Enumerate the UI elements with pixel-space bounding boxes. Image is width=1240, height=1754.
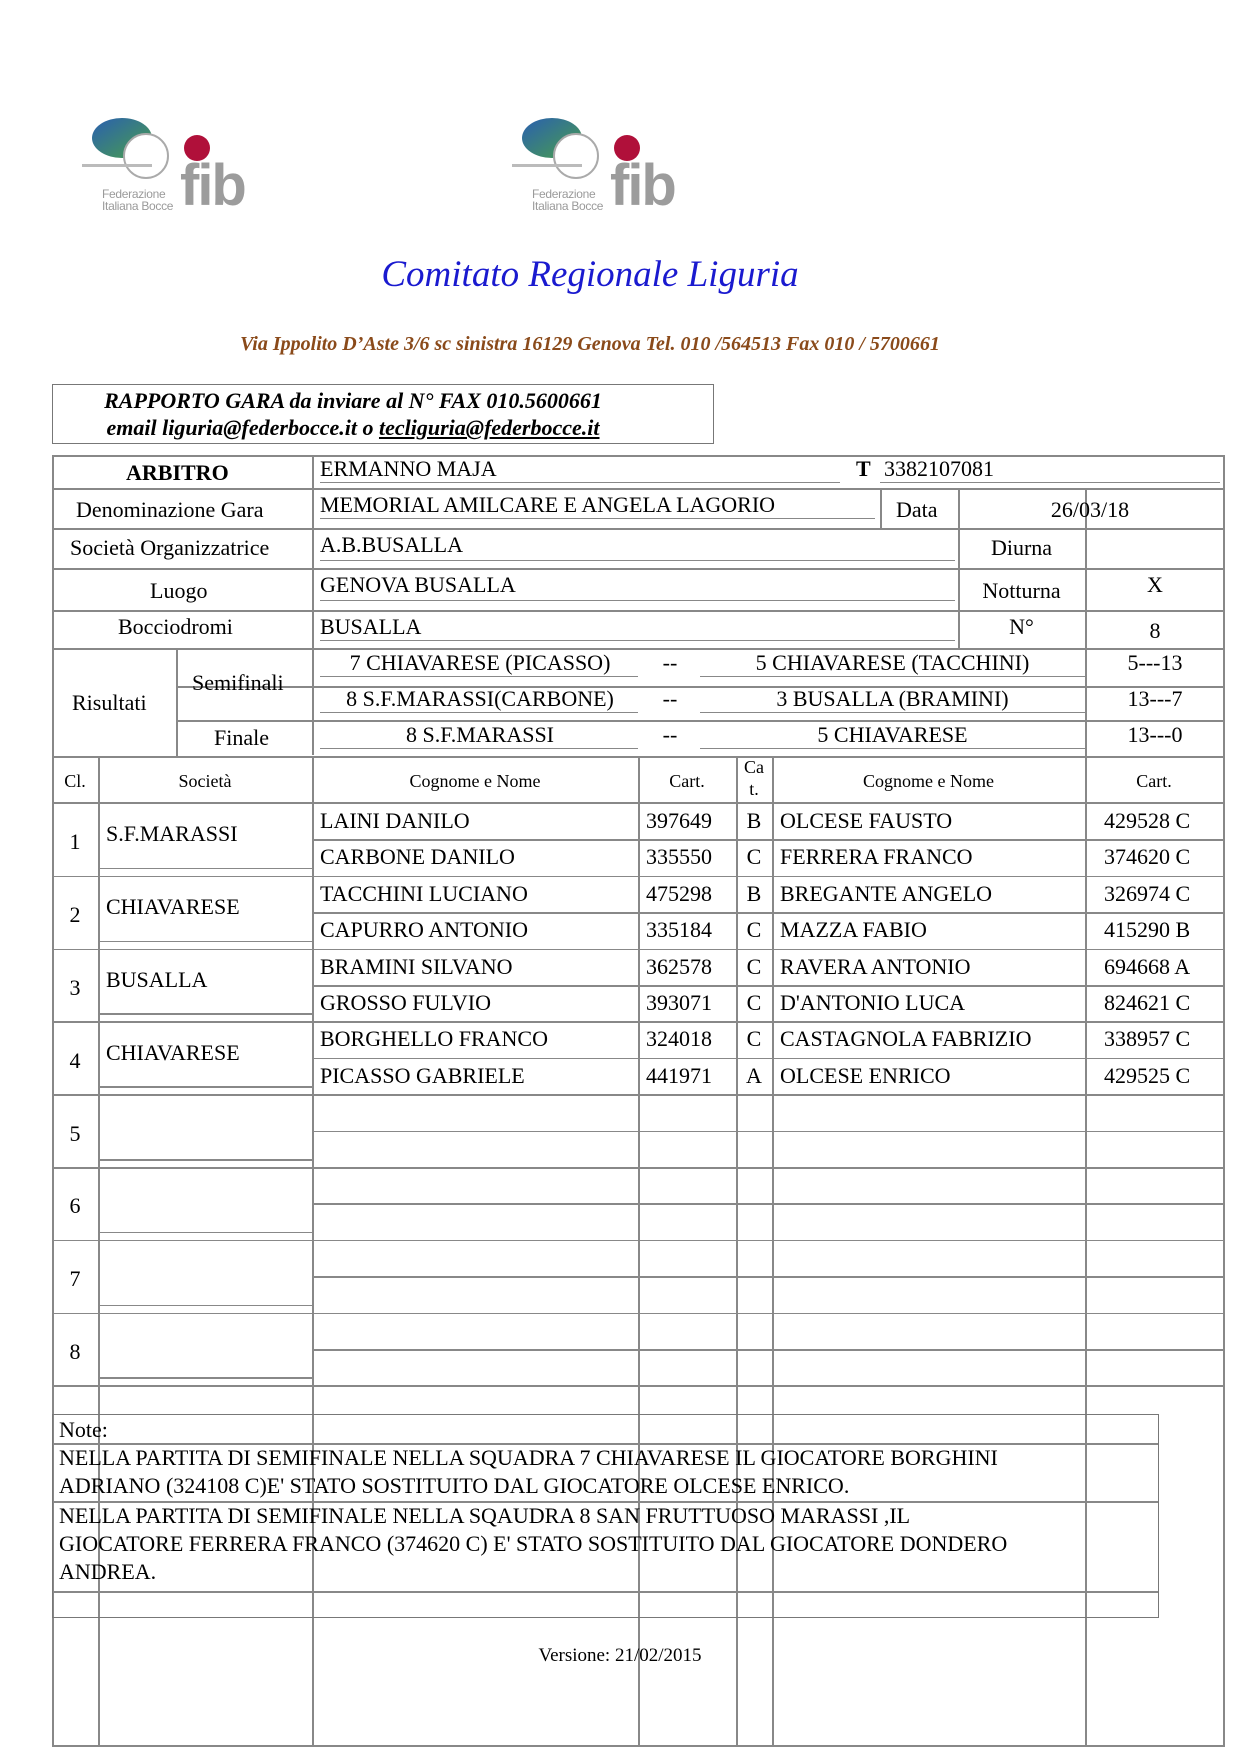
player-name-2[interactable]: BREGANTE ANGELO: [780, 880, 993, 906]
fib-logo-right: [512, 108, 702, 228]
row-mid-line: [312, 1349, 1225, 1351]
player-cart-2[interactable]: 415290 B: [1104, 917, 1191, 943]
finale-separator: --: [662, 722, 678, 747]
row-cl: 4: [69, 1047, 81, 1073]
logo-fib-text: fib: [180, 153, 245, 218]
row-mid-line: [312, 1203, 1225, 1205]
tel-label: T: [856, 456, 871, 481]
note-1-line-1[interactable]: NELLA PARTITA DI SEMIFINALE NELLA SQUADRA 7 CHIAVARESE IL GIOCATORE BORGHINI: [59, 1445, 998, 1470]
player-cart-1[interactable]: 362578: [646, 953, 712, 979]
row-societa[interactable]: S.F.MARASSI: [106, 821, 238, 847]
player-name-1[interactable]: LAINI DANILO: [320, 808, 470, 833]
n-value[interactable]: 8: [1149, 618, 1161, 643]
player-cat[interactable]: C: [746, 844, 762, 870]
player-name-1[interactable]: GROSSO FULVIO: [320, 990, 491, 1015]
row-cl: 7: [69, 1266, 81, 1292]
row-societa[interactable]: CHIAVARESE: [106, 1039, 240, 1065]
note-2-line-2[interactable]: GIOCATORE FERRERA FRANCO (374620 C) E' STATO SOSTITUITO DAL GIOCATORE DONDERO: [59, 1531, 1008, 1556]
version-footer: Versione: 21/02/2015: [538, 1645, 702, 1666]
header-nome1: Cognome e Nome: [409, 771, 541, 791]
email-link[interactable]: tecliguria@federbocce.it: [378, 415, 600, 440]
row-mid-line: [312, 839, 1225, 841]
player-cart-2[interactable]: 429525 C: [1104, 1062, 1191, 1088]
player-cart-1[interactable]: 335184: [646, 917, 712, 943]
player-cart-2[interactable]: 374620 C: [1104, 844, 1191, 870]
logo-caption: Federazione Italiana Bocce: [102, 187, 174, 213]
societa-underline: [98, 1377, 312, 1379]
societa-value[interactable]: A.B.BUSALLA: [320, 532, 464, 557]
finale-team-a[interactable]: 8 S.F.MARASSI: [405, 722, 555, 747]
risultati-label: Risultati: [72, 690, 147, 715]
header-cat: Ca t.: [744, 757, 764, 799]
player-cart-2[interactable]: 694668 A: [1104, 953, 1191, 979]
semi1-score[interactable]: 5---13: [1127, 650, 1183, 675]
arbitro-label: ARBITRO: [126, 460, 229, 485]
societa-underline: [98, 868, 312, 870]
data-label: Data: [896, 497, 938, 522]
note-1-line-2[interactable]: ADRIANO (324108 C)E' STATO SOSTITUITO DAL GIOCATORE OLCESE ENRICO.: [59, 1473, 850, 1498]
bocciodromi-value[interactable]: BUSALLA: [320, 614, 422, 639]
semi1-team-b[interactable]: 5 CHIAVARESE (TACCHINI): [755, 650, 1030, 675]
notturna-label: Notturna: [982, 578, 1061, 603]
row-cl: 8: [69, 1339, 81, 1364]
arbitro-value[interactable]: ERMANNO MAJA: [320, 456, 497, 481]
societa-underline: [98, 941, 312, 943]
fax-line: RAPPORTO GARA da inviare al N° FAX 010.5600661: [104, 388, 602, 413]
header-cart2: Cart.: [1136, 771, 1172, 791]
player-name-2[interactable]: OLCESE FAUSTO: [780, 808, 953, 833]
row-cl: 2: [69, 902, 81, 928]
header-societa: Società: [178, 771, 232, 791]
row-cl: 3: [69, 975, 81, 1000]
finale-score[interactable]: 13---0: [1127, 722, 1183, 747]
row-mid-line: [312, 985, 1225, 987]
row-separator: [52, 1167, 1225, 1169]
semi1-separator: --: [662, 650, 678, 675]
row-mid-line: [312, 912, 1225, 914]
row-mid-line: [312, 1276, 1225, 1278]
societa-underline: [98, 1232, 312, 1234]
societa-underline: [98, 1013, 312, 1015]
row-mid-line: [312, 1131, 1225, 1133]
notes-label: Note:: [59, 1417, 108, 1442]
logo-fib-text: fib: [610, 153, 675, 218]
header-nome2: Cognome e Nome: [863, 771, 994, 791]
player-name-1[interactable]: PICASSO GABRIELE: [320, 1062, 525, 1088]
semi2-separator: --: [662, 686, 678, 711]
row-separator: [52, 1385, 1225, 1387]
player-cart-1[interactable]: 324018: [646, 1026, 712, 1052]
finale-team-b[interactable]: 5 CHIAVARESE: [817, 722, 968, 747]
player-cart-1[interactable]: 335550: [646, 844, 712, 870]
semifinali-label: Semifinali: [192, 670, 284, 695]
header-cl: Cl.: [64, 771, 86, 791]
player-cat[interactable]: C: [746, 953, 762, 979]
player-cat[interactable]: B: [746, 808, 762, 833]
row-cl: 6: [69, 1193, 81, 1219]
player-cart-1[interactable]: 441971: [646, 1062, 712, 1088]
player-name-1[interactable]: BRAMINI SILVANO: [320, 953, 513, 979]
player-name-2[interactable]: D'ANTONIO LUCA: [780, 990, 966, 1015]
row-cl: 1: [69, 829, 81, 855]
player-cart-1[interactable]: 397649: [646, 808, 712, 833]
player-name-1[interactable]: TACCHINI LUCIANO: [320, 880, 528, 906]
player-name-1[interactable]: CARBONE DANILO: [320, 844, 515, 870]
societa-underline: [98, 1159, 312, 1161]
player-cart-2[interactable]: 824621 C: [1104, 990, 1191, 1015]
gara-label: Denominazione Gara: [76, 497, 264, 522]
row-cl: 5: [69, 1120, 81, 1146]
fax-box: [52, 384, 714, 444]
gara-value[interactable]: MEMORIAL AMILCARE E ANGELA LAGORIO: [320, 492, 776, 517]
row-separator: [52, 1021, 1225, 1023]
player-cat[interactable]: C: [746, 1026, 762, 1052]
notturna-value[interactable]: X: [1147, 572, 1163, 597]
player-cart-2[interactable]: 326974 C: [1104, 880, 1191, 906]
page-title: Comitato Regionale Liguria: [381, 254, 799, 295]
player-name-2[interactable]: RAVERA ANTONIO: [780, 953, 971, 979]
tel-value[interactable]: 3382107081: [884, 456, 994, 481]
row-mid-line: [312, 1058, 1225, 1060]
player-cat[interactable]: B: [746, 880, 762, 906]
bocciodromi-label: Bocciodromi: [118, 614, 233, 639]
semi2-team-b[interactable]: 3 BUSALLA (BRAMINI): [776, 686, 1009, 711]
societa-label: Società Organizzatrice: [70, 535, 270, 560]
player-name-2[interactable]: CASTAGNOLA FABRIZIO: [780, 1026, 1032, 1052]
note-2-line-3[interactable]: ANDREA.: [59, 1559, 157, 1584]
row-separator: [52, 1313, 1225, 1315]
semi1-team-a[interactable]: 7 CHIAVARESE (PICASSO): [349, 650, 611, 675]
header-cart1: Cart.: [669, 771, 705, 791]
fib-logo-left: [82, 108, 272, 228]
player-cart-2[interactable]: 338957 C: [1104, 1026, 1191, 1052]
player-cat[interactable]: A: [746, 1062, 762, 1088]
row-societa[interactable]: BUSALLA: [106, 967, 208, 992]
player-name-2[interactable]: OLCESE ENRICO: [780, 1062, 951, 1088]
row-separator: [52, 1094, 1225, 1096]
semi2-score[interactable]: 13---7: [1127, 686, 1183, 711]
row-separator: [52, 949, 1225, 951]
player-cat[interactable]: C: [746, 990, 762, 1015]
player-cart-1[interactable]: 475298: [646, 880, 712, 906]
finale-label: Finale: [214, 725, 269, 750]
luogo-value[interactable]: GENOVA BUSALLA: [320, 572, 516, 597]
player-name-1[interactable]: CAPURRO ANTONIO: [320, 917, 529, 943]
player-name-2[interactable]: MAZZA FABIO: [780, 917, 927, 943]
email-line: email liguria@federbocce.it o tecliguria@federbocce.it: [106, 415, 600, 440]
player-cat[interactable]: C: [746, 917, 762, 943]
player-cart-1[interactable]: 393071: [646, 990, 712, 1015]
notes-box: [52, 1414, 1159, 1618]
societa-underline: [98, 1305, 312, 1307]
data-value[interactable]: 26/03/18: [1050, 497, 1130, 522]
row-societa[interactable]: CHIAVARESE: [106, 894, 240, 920]
row-separator: [52, 876, 1225, 878]
semi2-team-a[interactable]: 8 S.F.MARASSI(CARBONE): [346, 686, 614, 711]
n-label: N°: [1009, 614, 1034, 639]
player-cart-2[interactable]: 429528 C: [1104, 808, 1191, 833]
row-separator: [52, 1240, 1225, 1242]
address-line: Via Ippolito D’Aste 3/6 sc sinistra 16129 Genova Tel. 010 /564513 Fax 010 / 5700661: [240, 333, 940, 355]
societa-underline: [98, 1086, 312, 1088]
luogo-label: Luogo: [150, 578, 208, 603]
player-name-2[interactable]: FERRERA FRANCO: [780, 844, 973, 870]
note-2-line-1[interactable]: NELLA PARTITA DI SEMIFINALE NELLA SQAUDRA 8 SAN FRUTTUOSO MARASSI ,IL: [59, 1503, 911, 1528]
diurna-label: Diurna: [990, 535, 1053, 560]
player-name-1[interactable]: BORGHELLO FRANCO: [320, 1026, 548, 1052]
logo-caption: Federazione Italiana Bocce: [532, 187, 604, 213]
